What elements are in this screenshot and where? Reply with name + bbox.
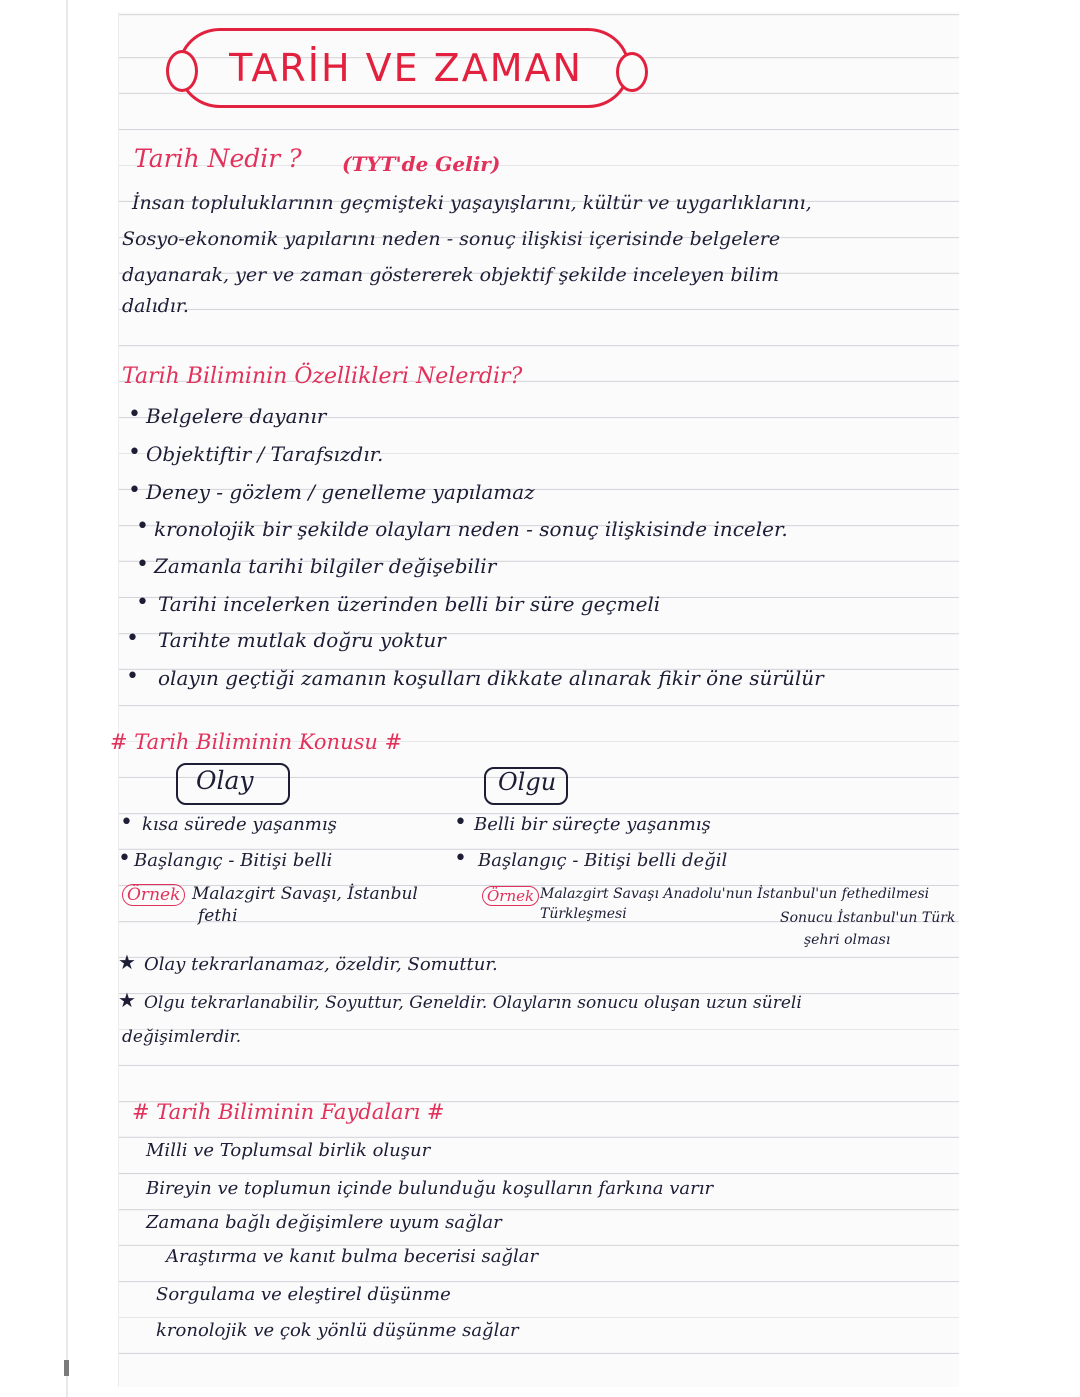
bullet: • xyxy=(128,440,141,465)
feature-item: Tarihi incelerken üzerinden belli bir süre geçmeli xyxy=(158,592,661,616)
feature-item: olayın geçtiği zamanın koşulları dikkate alınarak fikir öne sürülür xyxy=(158,666,824,690)
olgu-example-cont: Türkleşmesi xyxy=(540,906,627,922)
feature-item: Tarihte mutlak doğru yoktur xyxy=(158,628,446,652)
feature-item: Objektiftir / Tarafsızdır. xyxy=(146,442,384,466)
bullet: • xyxy=(128,402,141,427)
binder-edge xyxy=(66,0,68,1397)
bullet: • xyxy=(118,846,131,871)
bullet: • xyxy=(126,626,139,651)
cloud-bump-right xyxy=(616,52,648,92)
bullet: • xyxy=(136,514,149,539)
features-heading: Tarih Biliminin Özellikleri Nelerdir? xyxy=(122,364,523,389)
definition-line-1: İnsan topluluklarının geçmişteki yaşayışlarını, kültür ve uygarlıklarını, xyxy=(132,192,812,214)
benefit-item: Bireyin ve toplumun içinde bulunduğu koşulların farkına varır xyxy=(146,1178,714,1199)
bullet: • xyxy=(454,810,467,835)
star-icon: ★ xyxy=(118,988,136,1012)
feature-item: kronolojik bir şekilde olayları neden - sonuç ilişkisinde inceler. xyxy=(154,517,788,541)
benefit-item: Araştırma ve kanıt bulma becerisi sağlar xyxy=(166,1246,539,1267)
olgu-item: Başlangıç - Bitişi belli değil xyxy=(478,850,728,871)
subject-heading: # Tarih Biliminin Konusu # xyxy=(110,730,403,754)
olay-item: kısa sürede yaşanmış xyxy=(142,814,337,835)
cloud-bump-left xyxy=(166,50,198,92)
benefit-item: Zamana bağlı değişimlere uyum sağlar xyxy=(146,1212,502,1233)
olgu-note-1: Sonucu İstanbul'un Türk xyxy=(780,910,956,926)
olay-item: Başlangıç - Bitişi belli xyxy=(134,850,333,871)
feature-item: Zamanla tarihi bilgiler değişebilir xyxy=(154,554,497,578)
binder-mark xyxy=(64,1360,69,1376)
feature-item: Deney - gözlem / genelleme yapılamaz xyxy=(146,480,535,504)
bullet: • xyxy=(128,478,141,503)
bullet: • xyxy=(126,664,139,689)
benefits-heading: # Tarih Biliminin Faydaları # xyxy=(132,1100,445,1124)
benefit-item: Milli ve Toplumsal birlik oluşur xyxy=(146,1140,431,1161)
olgu-summary: Olgu tekrarlanabilir, Soyuttur, Geneldir. Olayların sonucu oluşan uzun süreli xyxy=(144,993,802,1013)
olgu-example: Malazgirt Savaşı Anadolu'nun İstanbul'un fethedilmesi xyxy=(540,886,930,902)
olay-example-cont: fethi xyxy=(198,906,238,926)
bullet: • xyxy=(136,552,149,577)
bullet: • xyxy=(454,846,467,871)
olay-example: Malazgirt Savaşı, İstanbul xyxy=(192,884,418,904)
star-icon: ★ xyxy=(118,950,136,974)
olgu-summary-cont: değişimlerdir. xyxy=(122,1027,242,1047)
olay-label: Olay xyxy=(196,766,254,795)
olay-summary: Olay tekrarlanamaz, özeldir, Somuttur. xyxy=(144,954,498,975)
olgu-note-2: şehri olması xyxy=(804,932,891,948)
definition-line-4: dalıdır. xyxy=(122,295,189,317)
bullet: • xyxy=(136,590,149,615)
olgu-item: Belli bir süreçte yaşanmış xyxy=(474,814,711,835)
feature-item: Belgelere dayanır xyxy=(146,404,327,428)
benefit-item: Sorgulama ve eleştirel düşünme xyxy=(156,1284,451,1305)
olgu-label: Olgu xyxy=(498,768,557,796)
definition-heading: Tarih Nedir ? xyxy=(134,144,302,173)
page-title: TARİH VE ZAMAN xyxy=(229,46,583,90)
olay-example-label: Örnek xyxy=(122,884,185,906)
definition-line-2: Sosyo-ekonomik yapılarını neden - sonuç ilişkisi içerisinde belgelere xyxy=(122,228,781,250)
olgu-example-label: Örnek xyxy=(482,886,539,906)
bullet: • xyxy=(120,810,133,835)
definition-note: (TYT'de Gelir) xyxy=(342,152,501,176)
benefit-item: kronolojik ve çok yönlü düşünme sağlar xyxy=(156,1320,519,1341)
definition-line-3: dayanarak, yer ve zaman göstererek objektif şekilde inceleyen bilim xyxy=(122,264,779,286)
